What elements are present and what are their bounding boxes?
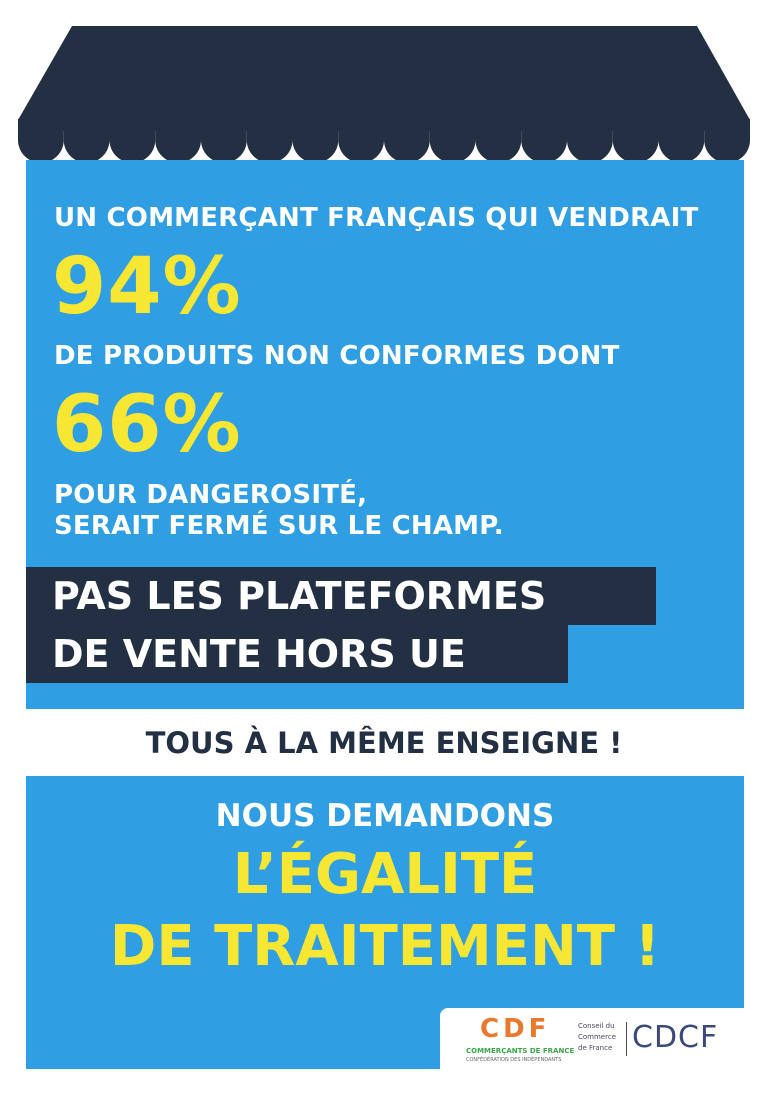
stat-66-percent: 66% (52, 380, 242, 470)
demand-headline-1: L’ÉGALITÉ (232, 842, 538, 907)
awning-scallop (567, 130, 613, 163)
cdcf-text-3: de France (578, 1044, 613, 1052)
awning-scallop (293, 130, 339, 163)
closure-line: SERAIT FERMÉ SUR LE CHAMP. (54, 511, 504, 541)
banner-line-1: PAS LES PLATEFORMES (26, 567, 656, 625)
cdf-logo-name: COMMERÇANTS DE FRANCE (466, 1047, 575, 1055)
awning-scallop (613, 130, 659, 163)
cdf-logo (466, 1014, 586, 1066)
cdcf-logo (578, 1022, 744, 1066)
banner-line-2: DE VENTE HORS UE (26, 625, 568, 683)
awning-scallop (659, 130, 705, 163)
stat-94-percent: 94% (52, 242, 242, 332)
awning-scallop (430, 130, 476, 163)
awning-scallop (18, 130, 64, 163)
awning-scallop (201, 130, 247, 163)
logos-area (440, 1008, 744, 1070)
cdf-logo-mark: CDF (480, 1014, 551, 1044)
cdcf-divider (626, 1022, 627, 1056)
awning-scallop (704, 130, 750, 163)
cdcf-text-1: Conseil du (578, 1022, 615, 1030)
danger-line: POUR DANGEROSITÉ, (54, 480, 368, 510)
cdf-logo-sub: CONFÉDÉRATION DES INDÉPENDANTS (466, 1057, 562, 1063)
awning-scallop (110, 130, 156, 163)
awning-scallop (338, 130, 384, 163)
awning-scallop (64, 130, 110, 163)
intro-line: UN COMMERÇANT FRANÇAIS QUI VENDRAIT (54, 203, 699, 233)
non-compliant-line: DE PRODUITS NON CONFORMES DONT (54, 341, 620, 371)
awning-scallop (476, 130, 522, 163)
awning-scallop (521, 130, 567, 163)
demand-headline-2: DE TRAITEMENT ! (109, 914, 661, 979)
slogan: TOUS À LA MÊME ENSEIGNE ! (145, 726, 623, 760)
awning-scallop (247, 130, 293, 163)
awning-graphic (0, 0, 768, 175)
awning-scallop (384, 130, 430, 163)
demand-intro: NOUS DEMANDONS (215, 798, 555, 834)
cdcf-text-2: Commerce (578, 1033, 616, 1041)
cdcf-logo-mark: CDCF (632, 1020, 719, 1055)
awning-scallop (155, 130, 201, 163)
